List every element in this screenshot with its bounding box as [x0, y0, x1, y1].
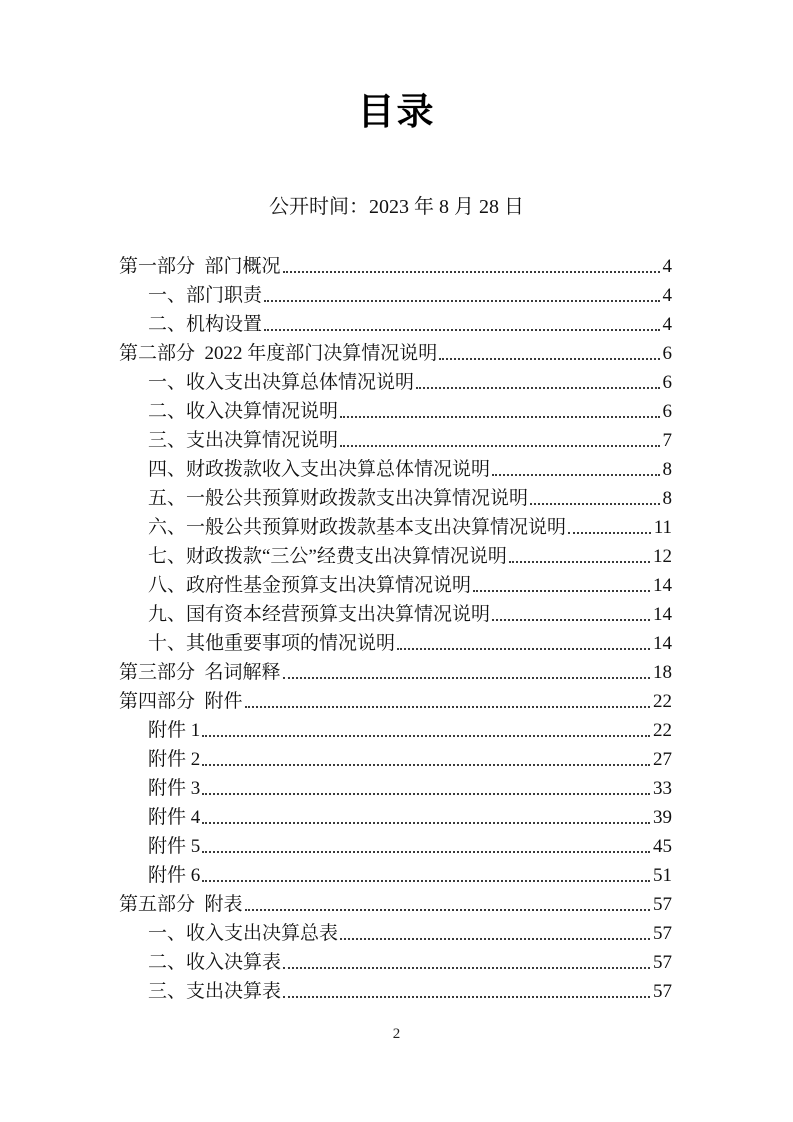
toc-entry-label: 第一部分 部门概况 — [119, 256, 281, 277]
toc-entry — [119, 484, 672, 513]
toc-entry-page: 57 — [653, 923, 672, 944]
toc-entry — [119, 513, 672, 542]
toc-entry — [119, 658, 672, 687]
toc-entry-page: 4 — [662, 256, 672, 277]
toc-entry-page: 8 — [662, 488, 672, 509]
toc-entry — [119, 861, 672, 890]
dot-leader — [202, 745, 650, 774]
toc-entry — [119, 339, 672, 368]
toc-entry-label: 三、支出决算表 — [148, 981, 282, 1002]
toc-entry-label: 第二部分 2022 年度部门决算情况说明 — [119, 343, 438, 364]
toc-entry-page: 22 — [653, 720, 672, 741]
toc-entry-label: 二、机构设置 — [148, 314, 263, 335]
footer-page-number: 2 — [392, 1026, 401, 1042]
toc-entry — [119, 629, 672, 658]
toc-entry-page: 27 — [653, 749, 672, 770]
toc-entry — [119, 600, 672, 629]
toc-entry-page: 45 — [653, 836, 672, 857]
toc-entry — [119, 890, 672, 919]
toc-entry-page: 14 — [653, 575, 672, 596]
dot-leader — [245, 687, 650, 716]
toc-entry — [119, 455, 672, 484]
toc-entry-label: 一、收入支出决算总体情况说明 — [148, 372, 415, 393]
dot-leader — [283, 252, 660, 281]
dot-leader — [202, 774, 650, 803]
toc-entry-page: 22 — [653, 691, 672, 712]
dot-leader — [264, 310, 659, 339]
page-title: 目录 — [357, 90, 436, 133]
toc-entry-label: 一、收入支出决算总表 — [148, 923, 339, 944]
toc-entry-label: 附件 4 — [148, 807, 201, 828]
dot-leader — [473, 571, 650, 600]
toc-entry — [119, 368, 672, 397]
toc-entry-page: 11 — [653, 517, 672, 538]
toc-entry — [119, 948, 672, 977]
toc-list — [119, 252, 672, 1006]
toc-entry-page: 14 — [653, 633, 672, 654]
dot-leader — [245, 890, 650, 919]
toc-entry-label: 一、部门职责 — [148, 285, 263, 306]
toc-entry-page: 39 — [653, 807, 672, 828]
toc-entry — [119, 687, 672, 716]
toc-entry — [119, 919, 672, 948]
toc-entry-page: 6 — [662, 401, 672, 422]
toc-entry-page: 57 — [653, 981, 672, 1002]
toc-entry-label: 七、财政拨款“三公”经费支出决算情况说明 — [148, 546, 507, 567]
publish-date-label: 公开时间： — [269, 196, 369, 218]
toc-entry — [119, 832, 672, 861]
toc-entry-label: 附件 2 — [148, 749, 201, 770]
toc-entry-page: 18 — [653, 662, 672, 683]
dot-leader — [283, 977, 650, 1006]
publish-date-value: 2023 年 8 月 28 日 — [369, 196, 524, 218]
toc-entry-page: 57 — [653, 952, 672, 973]
toc-entry-label: 四、财政拨款收入支出决算总体情况说明 — [148, 459, 491, 480]
toc-entry-label: 九、国有资本经营预算支出决算情况说明 — [148, 604, 491, 625]
toc-entry-page: 7 — [662, 430, 672, 451]
toc-entry-label: 二、收入决算表 — [148, 952, 282, 973]
dot-leader — [439, 339, 659, 368]
toc-entry-label: 第四部分 附件 — [119, 691, 243, 712]
toc-entry-label: 三、支出决算情况说明 — [148, 430, 339, 451]
toc-entry — [119, 252, 672, 281]
dot-leader — [568, 513, 651, 542]
toc-entry — [119, 397, 672, 426]
toc-entry-label: 八、政府性基金预算支出决算情况说明 — [148, 575, 472, 596]
toc-entry — [119, 281, 672, 310]
dot-leader — [509, 542, 650, 571]
dot-leader — [340, 919, 650, 948]
dot-leader — [340, 397, 659, 426]
toc-entry-page: 51 — [653, 865, 672, 886]
dot-leader — [340, 426, 659, 455]
toc-entry-label: 六、一般公共预算财政拨款基本支出决算情况说明 — [148, 517, 567, 538]
toc-entry-page: 8 — [662, 459, 672, 480]
toc-entry-page: 4 — [662, 285, 672, 306]
toc-entry-page: 57 — [653, 894, 672, 915]
dot-leader — [202, 861, 650, 890]
publish-date-line — [0, 194, 793, 220]
toc-entry-label: 第三部分 名词解释 — [119, 662, 281, 683]
dot-leader — [530, 484, 659, 513]
toc-entry — [119, 571, 672, 600]
toc-entry-page: 12 — [653, 546, 672, 567]
dot-leader — [283, 948, 650, 977]
dot-leader — [202, 716, 650, 745]
toc-entry — [119, 426, 672, 455]
toc-entry-page: 4 — [662, 314, 672, 335]
toc-entry-label: 附件 5 — [148, 836, 201, 857]
toc-entry — [119, 716, 672, 745]
toc-entry-page: 14 — [653, 604, 672, 625]
toc-entry-label: 十、其他重要事项的情况说明 — [148, 633, 396, 654]
toc-entry — [119, 745, 672, 774]
toc-entry-label: 附件 6 — [148, 865, 201, 886]
toc-entry-label: 附件 1 — [148, 720, 201, 741]
toc-entry-page: 6 — [662, 343, 672, 364]
toc-entry-label: 五、一般公共预算财政拨款支出决算情况说明 — [148, 488, 529, 509]
toc-entry — [119, 774, 672, 803]
dot-leader — [492, 600, 650, 629]
toc-entry — [119, 977, 672, 1006]
dot-leader — [202, 803, 650, 832]
dot-leader — [492, 455, 659, 484]
dot-leader — [397, 629, 650, 658]
dot-leader — [283, 658, 650, 687]
toc-entry-label: 二、收入决算情况说明 — [148, 401, 339, 422]
dot-leader — [416, 368, 659, 397]
toc-entry-label: 附件 3 — [148, 778, 201, 799]
dot-leader — [202, 832, 650, 861]
toc-entry-label: 第五部分 附表 — [119, 894, 243, 915]
toc-entry-page: 6 — [662, 372, 672, 393]
toc-entry — [119, 803, 672, 832]
toc-entry — [119, 310, 672, 339]
dot-leader — [264, 281, 659, 310]
toc-entry-page: 33 — [653, 778, 672, 799]
toc-entry — [119, 542, 672, 571]
